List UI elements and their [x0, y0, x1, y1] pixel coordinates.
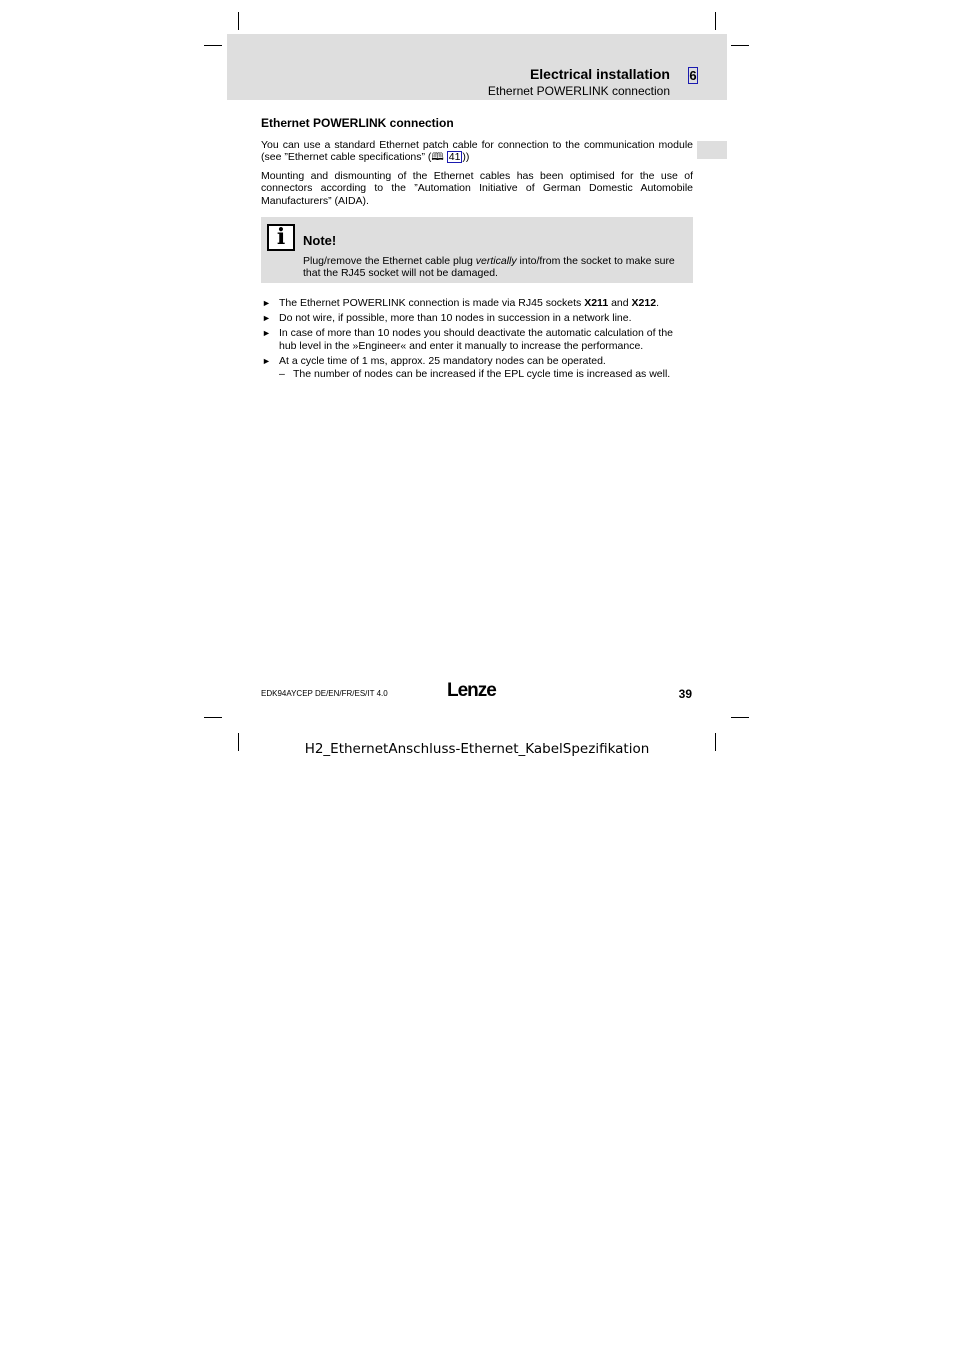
list-item: ► The Ethernet POWERLINK connection is made via RJ45 sockets X211 and X212.	[262, 297, 659, 310]
chapter-subtitle: Ethernet POWERLINK connection	[487, 84, 670, 98]
bullet-list	[261, 297, 693, 367]
chapter-number-link[interactable]: 6	[689, 68, 697, 83]
sub-list-item: – The number of nodes can be increased if the EPL cycle time is increased as well.	[279, 368, 671, 381]
list-item: ► Do not wire, if possible, more than 10 nodes in succession in a network line.	[262, 312, 632, 325]
lenze-logo: Lenze	[447, 680, 496, 701]
note-title: Note!	[303, 233, 337, 249]
document-label: H2_EthernetAnschluss-Ethernet_KabelSpezifikation	[304, 741, 650, 757]
bullet-arrow-icon: ►	[262, 328, 271, 338]
side-thumb-tab	[697, 141, 727, 159]
bullet-arrow-icon: ►	[262, 298, 271, 309]
chapter-title: Electrical installation	[529, 66, 670, 82]
bullet-arrow-icon: ►	[262, 355, 271, 366]
page-number: 39	[678, 687, 692, 701]
page-reference-link[interactable]: 41	[448, 151, 461, 164]
note-text: Plug/remove the Ethernet cable plug vertically into/from the socket to make sure that the RJ45 socket will not be damaged.	[303, 255, 675, 280]
crop-mark	[204, 717, 222, 718]
crop-mark	[731, 45, 749, 46]
list-item: ► In case of more than 10 nodes you should deactivate the automatic calculation of the hub level in the »Engineer« and enter it manually to increase the performance.	[262, 327, 674, 352]
section-title: Ethernet POWERLINK connection	[261, 116, 454, 130]
dash-marker: –	[279, 368, 285, 381]
bullet-arrow-icon: ►	[262, 313, 271, 324]
aida-paragraph: Mounting and dismounting of the Ethernet cables has been optimised for the use of connectors according to the ”Automation Initiative of German Domestic Automobile Manufacturers” (AIDA).	[261, 169, 693, 207]
crop-mark	[238, 12, 239, 30]
note-box	[261, 217, 693, 283]
intro-paragraph: You can use a standard Ethernet patch cable for connection to the communication module (see ”Ethernet cable specifications” (🕮 41 ))	[261, 139, 693, 164]
list-item: ► At a cycle time of 1 ms, approx. 25 mandatory nodes can be operated.	[262, 354, 606, 367]
crop-mark	[715, 12, 716, 30]
page-content	[261, 116, 693, 381]
footer-doc-code: EDK94AYCEP DE/EN/FR/ES/IT 4.0	[261, 689, 388, 698]
info-icon: i	[267, 224, 295, 251]
crop-mark	[204, 45, 222, 46]
book-icon: 🕮	[431, 151, 444, 164]
crop-mark	[731, 717, 749, 718]
